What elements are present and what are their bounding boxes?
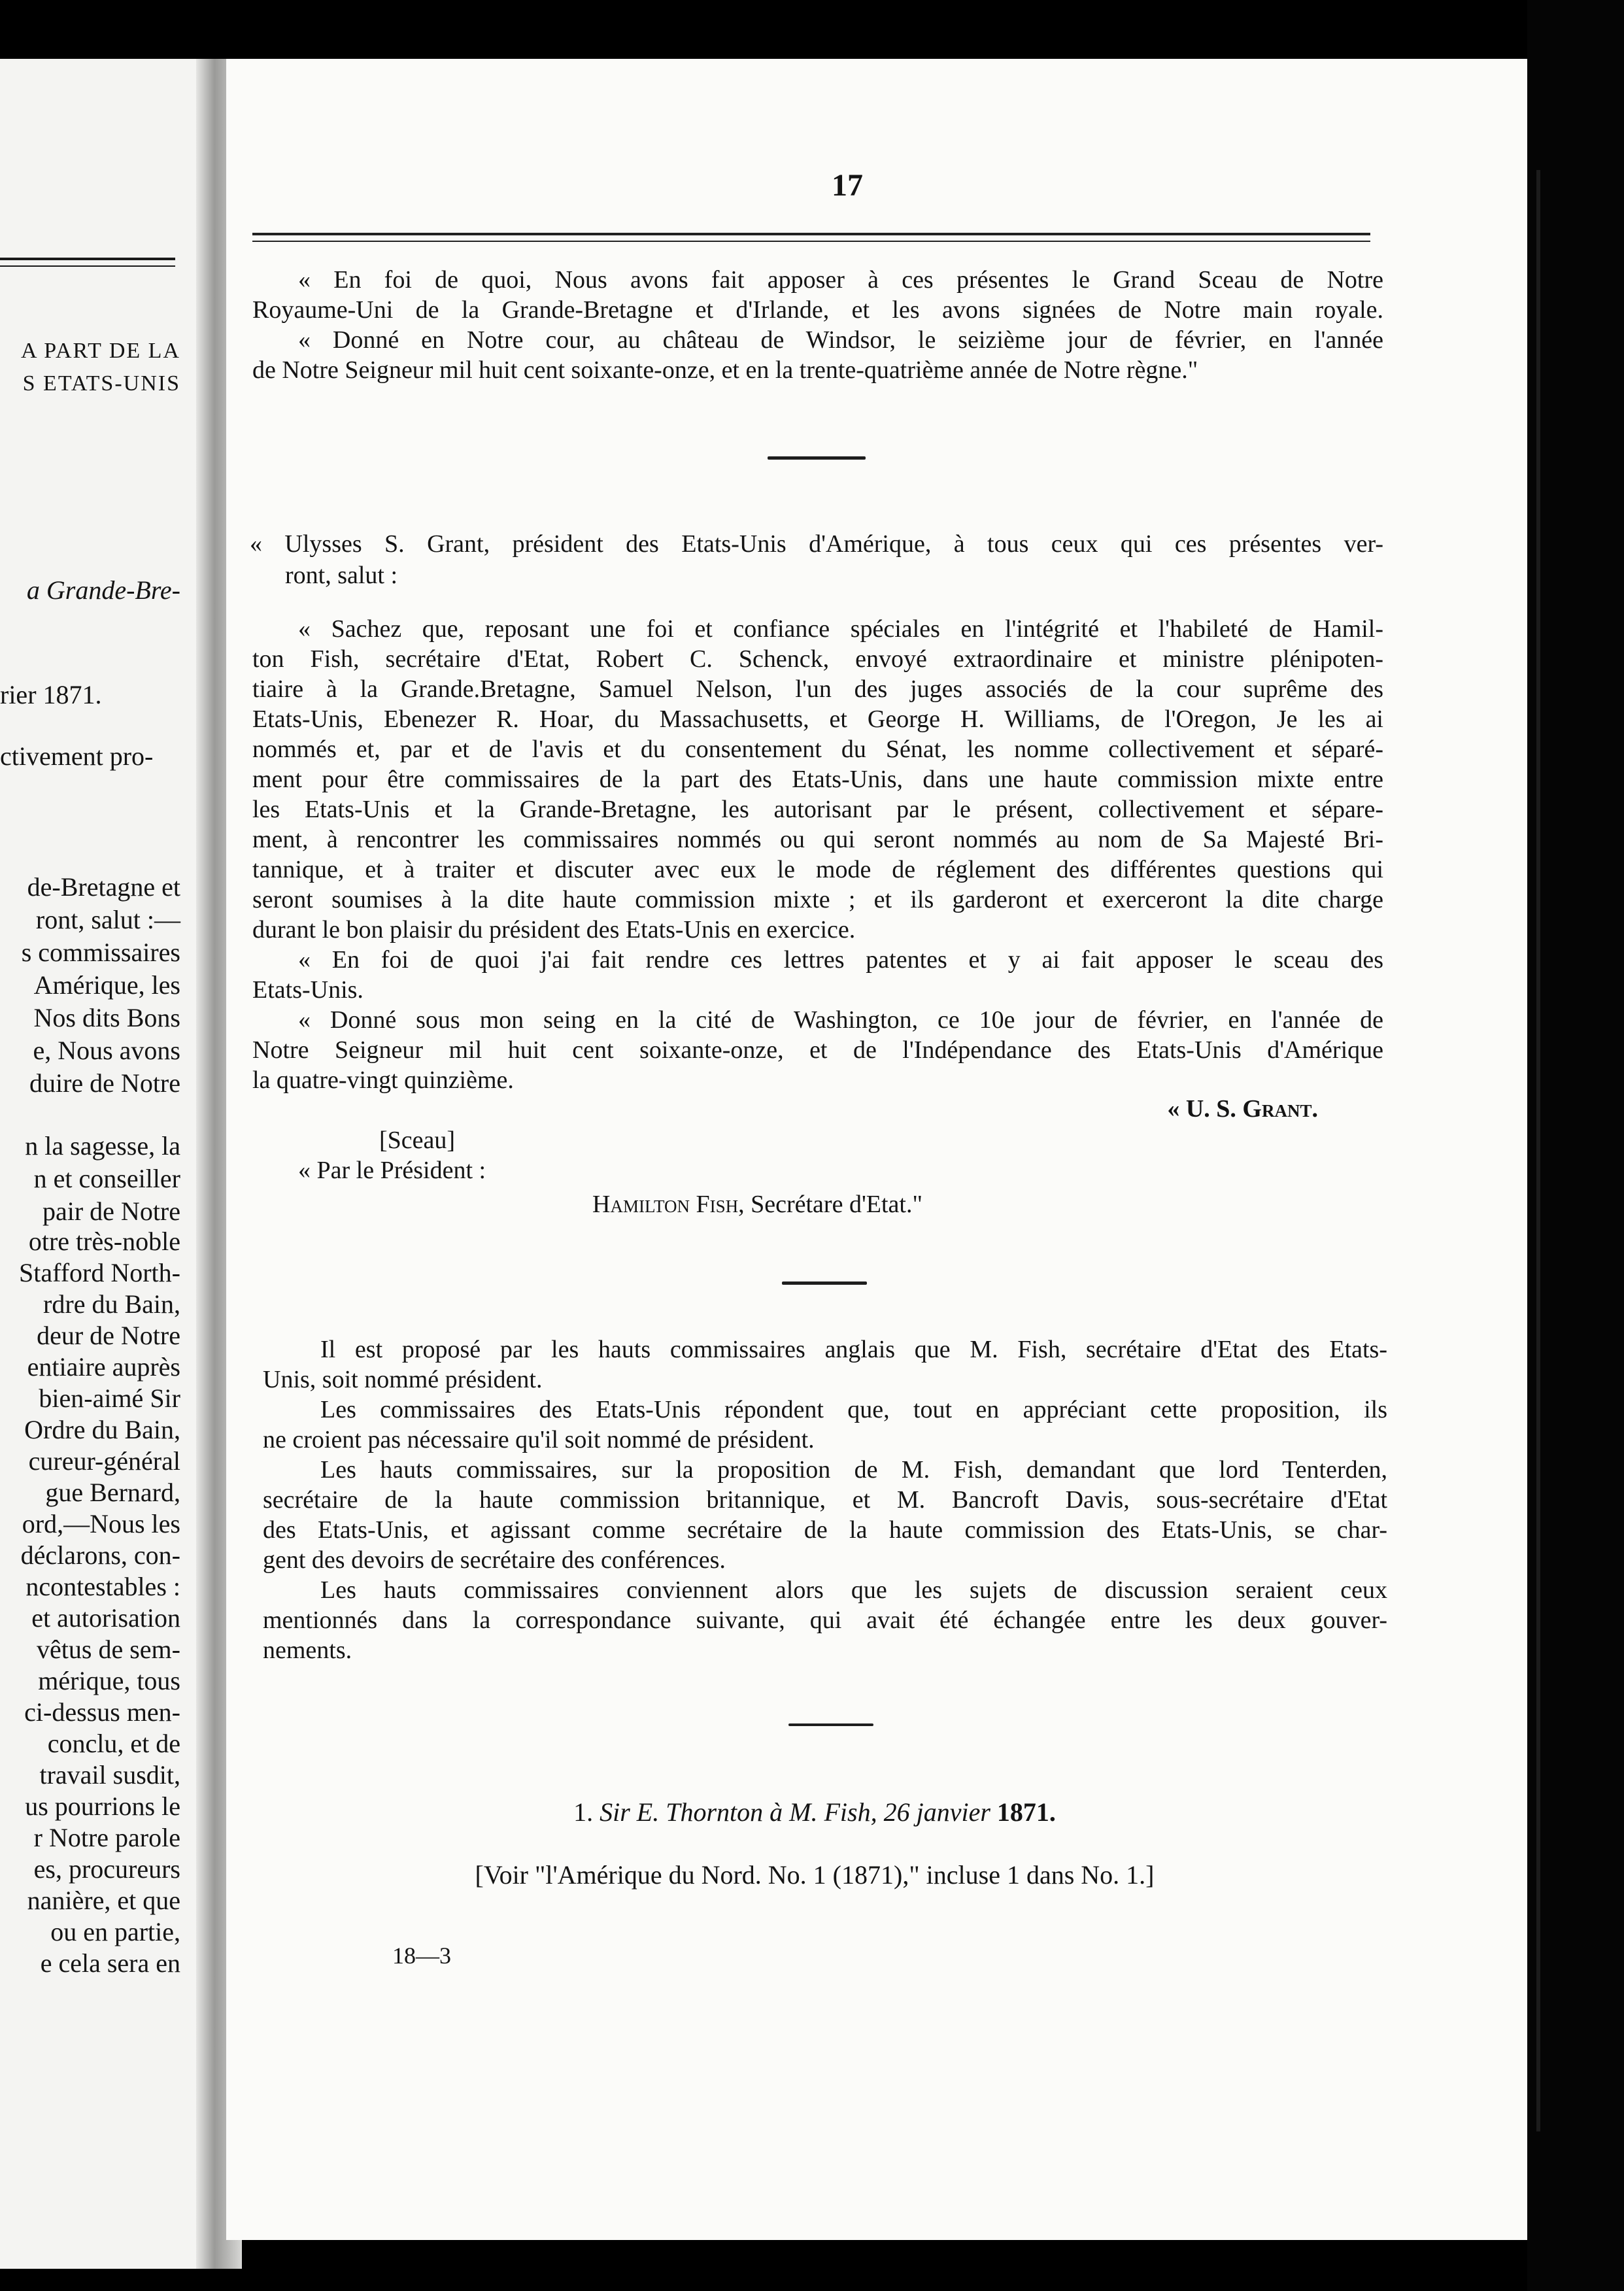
left-page-rule	[0, 265, 175, 267]
body-text-line: mentionnés dans la correspondance suivante, qui avait été échangée entre les deux gouver-	[263, 1606, 1387, 1634]
body-text-line: « En foi de quoi j'ai fait rendre ces lettres patentes et y ai fait apposer le sceau des	[298, 946, 1383, 974]
body-text-line: Les hauts commissaires, sur la proposition de M. Fish, demandant que lord Tenterden,	[320, 1456, 1387, 1484]
page-number: 17	[832, 168, 863, 203]
left-page-line: Amérique, les	[33, 970, 180, 1000]
annex-year: 1871.	[996, 1797, 1056, 1827]
left-page-line: vêtus de sem-	[37, 1635, 180, 1664]
left-page-line: Stafford North-	[19, 1258, 180, 1287]
body-text-line: de Notre Seigneur mil huit cent soixante-onze, et en la trente-quatrième année de Notre règne."	[252, 356, 1198, 384]
body-text-line: ment pour être commissaires de la part des Etats-Unis, dans une haute commission mixte entre	[252, 766, 1383, 793]
page-footer-signature: 18—3	[392, 1943, 451, 1969]
left-page-line: ront, salut :—	[35, 905, 180, 934]
document-page	[226, 59, 1527, 2240]
body-text-line: Notre Seigneur mil huit cent soixante-onze, et de l'Indépendance des Etats-Unis d'Amérique	[252, 1036, 1383, 1064]
left-page-line: deur de Notre	[37, 1321, 180, 1350]
annex-heading	[422, 1798, 1207, 1827]
left-page-line: conclu, et de	[47, 1729, 180, 1758]
left-page-line: rier 1871.	[0, 680, 102, 709]
annex-reference: [Voir "l'Amérique du Nord. No. 1 (1871)," incluse 1 dans No. 1.]	[475, 1860, 1155, 1890]
left-page-line: n et conseiller	[33, 1164, 180, 1193]
left-page-line: ou en partie,	[50, 1917, 180, 1946]
body-text-line: « En foi de quoi, Nous avons fait apposer à ces présentes le Grand Sceau de Notre	[298, 266, 1383, 294]
left-page-line: bien-aimé Sir	[39, 1383, 180, 1413]
left-page-line: otre très-noble	[28, 1227, 180, 1256]
left-page-line: et autorisation	[31, 1603, 180, 1633]
left-page-line: ci-dessus men-	[24, 1697, 180, 1727]
annex-title: Sir E. Thornton à M. Fish, 26 janvier	[600, 1797, 990, 1827]
left-page-line: Ordre du Bain,	[24, 1415, 180, 1444]
body-text-line: gent des devoirs de secrétaire des conférences.	[263, 1546, 726, 1574]
left-page-line: a Grande-Bre-	[26, 575, 180, 605]
left-page-line: e, Nous avons	[33, 1036, 180, 1065]
annex-number: 1.	[573, 1797, 594, 1827]
body-text-line: nommés et, par et de l'avis et du consentement du Sénat, les nomme collectivement et séparé-	[252, 736, 1383, 763]
left-page-line: ctivement pro-	[0, 741, 154, 771]
left-page-line: nanière, et que	[27, 1886, 180, 1915]
countersignature	[592, 1190, 1181, 1219]
section-divider	[788, 1723, 873, 1726]
body-text-line: « Donné sous mon seing en la cité de Washington, ce 10e jour de février, en l'année de	[298, 1006, 1383, 1034]
left-page-line: travail susdit,	[39, 1760, 180, 1790]
left-page-line: pair de Notre	[42, 1196, 180, 1226]
body-text-line: « Donné en Notre cour, au château de Windsor, le seizième jour de février, en l'année	[298, 326, 1383, 354]
left-page-line: cureur-général	[28, 1446, 180, 1476]
body-text-line: Etats-Unis, Ebenezer R. Hoar, du Massachusetts, et George H. Williams, de l'Oregon, Je les ai	[252, 705, 1383, 733]
body-text-line: Les hauts commissaires conviennent alors que les sujets de discussion seraient ceux	[320, 1576, 1387, 1604]
body-text-line: nements.	[263, 1637, 352, 1664]
body-text-line: Unis, soit nommé président.	[263, 1366, 543, 1393]
scan-background-right	[1527, 0, 1624, 2291]
left-page-line: ord,—Nous les	[22, 1509, 180, 1538]
signature-grant: « U. S. Grant.	[1167, 1095, 1318, 1123]
body-text-line: ront, salut :	[285, 562, 398, 589]
body-text-line: « Ulysses S. Grant, président des Etats-Unis d'Amérique, à tous ceux qui ces présentes ver-	[250, 530, 1383, 558]
left-page-line: es, procureurs	[33, 1854, 180, 1884]
body-text-line: les Etats-Unis et la Grande-Bretagne, les autorisant par le présent, collectivement et sépare-	[252, 796, 1383, 823]
body-text-line: ne croient pas nécessaire qu'il soit nommé de président.	[263, 1426, 815, 1453]
body-text-line: durant le bon plaisir du président des Etats-Unis en exercice.	[252, 916, 856, 943]
left-page-line: mérique, tous	[38, 1666, 180, 1695]
left-page-line: A PART DE LA	[21, 339, 180, 363]
body-text-line: tiaire à la Grande.Bretagne, Samuel Nelson, l'un des juges associés de la cour suprême des	[252, 675, 1383, 703]
countersign-name: Hamilton Fish,	[592, 1191, 745, 1218]
body-text-line: des Etats-Unis, et agissant comme secrétaire de la haute commission des Etats-Unis, se char-	[263, 1516, 1387, 1544]
section-divider	[782, 1281, 867, 1285]
body-text-line: ton Fish, secrétaire d'Etat, Robert C. Schenck, envoyé extraordinaire et ministre plénipoten-	[252, 645, 1383, 673]
previous-page-strip	[0, 59, 208, 2269]
body-text-line: Etats-Unis.	[252, 976, 364, 1004]
left-page-line: n la sagesse, la	[25, 1131, 180, 1161]
page-edge	[1536, 170, 1540, 2131]
left-page-line: rdre du Bain,	[43, 1289, 180, 1319]
countersign-title: Secrétare d'Etat."	[744, 1191, 922, 1218]
left-page-line: S ETATS-UNIS	[22, 371, 180, 396]
body-text-line: Les commissaires des Etats-Unis répondent que, tout en appréciant cette proposition, ils	[320, 1396, 1387, 1423]
body-text-line: tannique, et à traiter et discuter avec eux le mode de réglement des différentes questions qui	[252, 856, 1383, 883]
body-text-line: Il est proposé par les hauts commissaires anglais que M. Fish, secrétaire d'Etat des Etats-	[320, 1336, 1387, 1363]
left-page-line: de-Bretagne et	[27, 872, 180, 902]
by-president-line: « Par le Président :	[298, 1157, 486, 1184]
left-page-line: entiaire auprès	[27, 1352, 180, 1382]
body-text-line: secrétaire de la haute commission britannique, et M. Bancroft Davis, sous-secrétaire d'Etat	[263, 1486, 1387, 1514]
body-text-line: Royaume-Uni de la Grande-Bretagne et d'Irlande, et les avons signées de Notre main royale.	[252, 296, 1383, 324]
left-page-line: e cela sera en	[40, 1948, 180, 1978]
body-text-line: « Sachez que, reposant une foi et confiance spéciales en l'intégrité et l'habileté de Hamil-	[298, 615, 1383, 643]
left-page-line: ncontestables :	[25, 1572, 180, 1601]
left-page-rule	[0, 258, 175, 260]
left-page-line: déclarons, con-	[20, 1540, 180, 1570]
section-divider	[768, 456, 866, 460]
body-text-line: seront soumises à la dite haute commission mixte ; et ils garderont et exerceront la dite charge	[252, 886, 1383, 913]
left-page-line: Nos dits Bons	[33, 1003, 180, 1032]
left-page-line: r Notre parole	[33, 1823, 180, 1852]
body-text-line: la quatre-vingt quinzième.	[252, 1066, 514, 1094]
left-page-line: us pourrions le	[25, 1791, 180, 1821]
body-text-line: ment, à rencontrer les commissaires nommés ou qui seront nommés au nom de Sa Majesté Bri-	[252, 826, 1383, 853]
left-page-line: s commissaires	[21, 938, 180, 967]
left-page-line: gue Bernard,	[45, 1478, 180, 1507]
seal-mark: [Sceau]	[379, 1127, 456, 1154]
left-page-line: duire de Notre	[29, 1068, 180, 1098]
